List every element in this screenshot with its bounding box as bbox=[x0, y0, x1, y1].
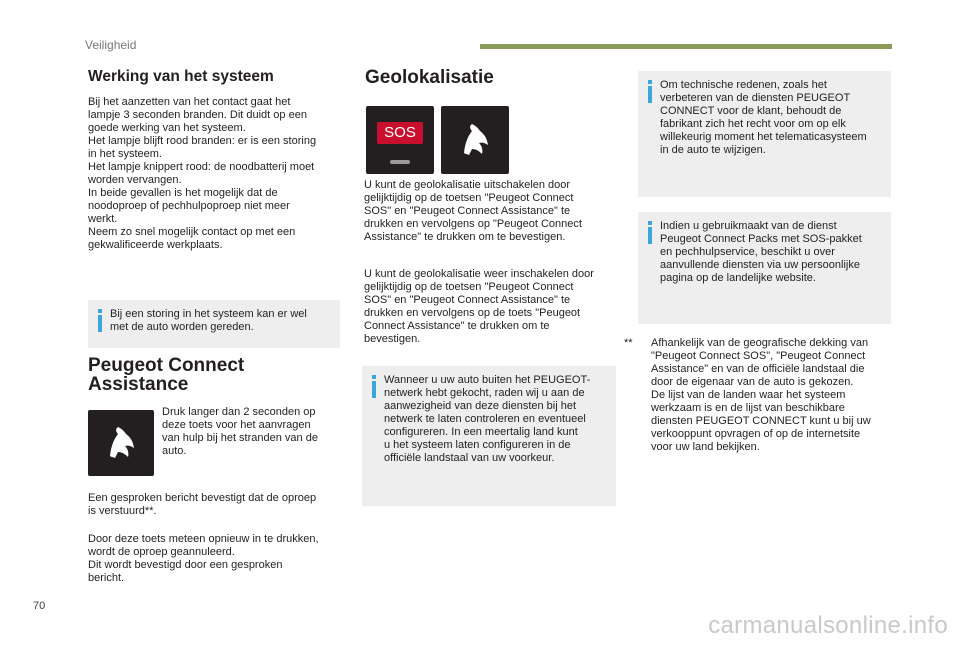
peugeot-lion-icon bbox=[88, 410, 154, 476]
assistance-para-confirm: Een gesproken bericht bevestigt dat de oproep is verstuurd**. bbox=[88, 492, 317, 517]
info-box-storing bbox=[88, 300, 340, 348]
heading-peugeot-connect-line2: Assistance bbox=[88, 374, 189, 395]
geo-para-enable: U kunt de geolokalisatie weer inschakelen door gelijktijdig op de toetsen "Peugeot Connect SOS" en "Peugeot Connect Assistance" te drukken en vervolgens op de toets "Peugeot Connect Assistance" te drukken om te bevestigen. bbox=[364, 268, 594, 345]
info-storing-text: Bij een storing in het systeem kan er wel met de auto worden gereden. bbox=[110, 308, 307, 333]
section-label: Veiligheid bbox=[85, 38, 137, 52]
assistance-button-tile bbox=[88, 410, 154, 476]
heading-werking: Werking van het systeem bbox=[88, 68, 274, 85]
assistance-para-cancel: Door deze toets meteen opnieuw in te drukken, wordt de oproep geannuleerd. Dit wordt bevestigd door een gesproken bericht. bbox=[88, 533, 319, 584]
peugeot-lion-icon bbox=[441, 106, 509, 174]
footnote-text: Afhankelijk van de geografische dekking van "Peugeot Connect SOS", "Peugeot Connect Assistance" en van de officiële landstaal die door de eigenaar van de auto is gekozen. De lijst van de landen waar het systeem werkzaam is en de lijst van beschikbare diensten PEUGEOT CONNECT kunt u bij uw verkooppunt opvragen of op de internetsite voor uw land bekijken. bbox=[651, 337, 871, 453]
geo-para-disable: U kunt de geolokalisatie uitschakelen door gelijktijdig op de toetsen "Peugeot Connect SOS" en "Peugeot Connect Assistance" te drukken en vervolgens op "Peugeot Connect Assistance" te drukken om te bevestigen. bbox=[364, 179, 582, 243]
info-box-packs bbox=[638, 212, 891, 324]
heading-peugeot-connect-line1: Peugeot Connect bbox=[88, 355, 245, 376]
heading-geolokalisatie: Geolokalisatie bbox=[365, 67, 494, 88]
sos-label: SOS bbox=[377, 122, 423, 144]
footnote-marker: ** bbox=[624, 337, 633, 349]
info-box-technical bbox=[638, 71, 891, 197]
info-technical-text: Om technische redenen, zoals het verbeteren van de diensten PEUGEOT CONNECT voor de klant, behoudt de fabrikant zich het recht voor om op elk willekeurig moment het telematicasysteem in de auto te wijzigen. bbox=[660, 79, 867, 156]
watermark: carmanualsonline.info bbox=[708, 612, 948, 639]
sos-button-tile bbox=[366, 106, 434, 174]
header-accent-bar bbox=[480, 44, 892, 49]
info-packs-text: Indien u gebruikmaakt van de dienst Peugeot Connect Packs met SOS-pakket en pechhulpservice, beschikt u over aanvullende diensten via uw persoonlijke pagina op de landelijke website. bbox=[660, 220, 862, 284]
info-network-text: Wanneer u uw auto buiten het PEUGEOT- netwerk hebt gekocht, raden wij u aan de aanwezigheid van deze diensten bij het netwerk te laten controleren en eventueel configureren. In een meertalig land kunt u het systeem laten configureren in de officiële landstaal van uw voorkeur. bbox=[384, 374, 591, 464]
info-box-network bbox=[362, 366, 616, 506]
assistance-button-text: Druk langer dan 2 seconden op deze toets voor het aanvragen van hulp bij het stranden van de auto. bbox=[162, 406, 318, 457]
assistance-button-tile-2 bbox=[441, 106, 509, 174]
info-icon bbox=[645, 221, 655, 247]
info-icon bbox=[369, 375, 379, 401]
info-icon bbox=[645, 80, 655, 106]
werking-body: Bij het aanzetten van het contact gaat het lampje 3 seconden branden. Dit duidt op een goede werking van het systeem. Het lampje blijft rood branden: er is een storing in het systeem. Het lampje knippert rood: de noodbatterij moet worden vervangen. In beide gevallen is het mogelijk dat de noodoproep of pechhulpoproep niet meer werkt. Neem zo snel mogelijk contact op met een gekwalificeerde werkplaats. bbox=[88, 96, 317, 251]
page-number: 70 bbox=[33, 600, 46, 612]
info-icon bbox=[95, 309, 105, 335]
sos-indicator-led bbox=[390, 160, 410, 164]
